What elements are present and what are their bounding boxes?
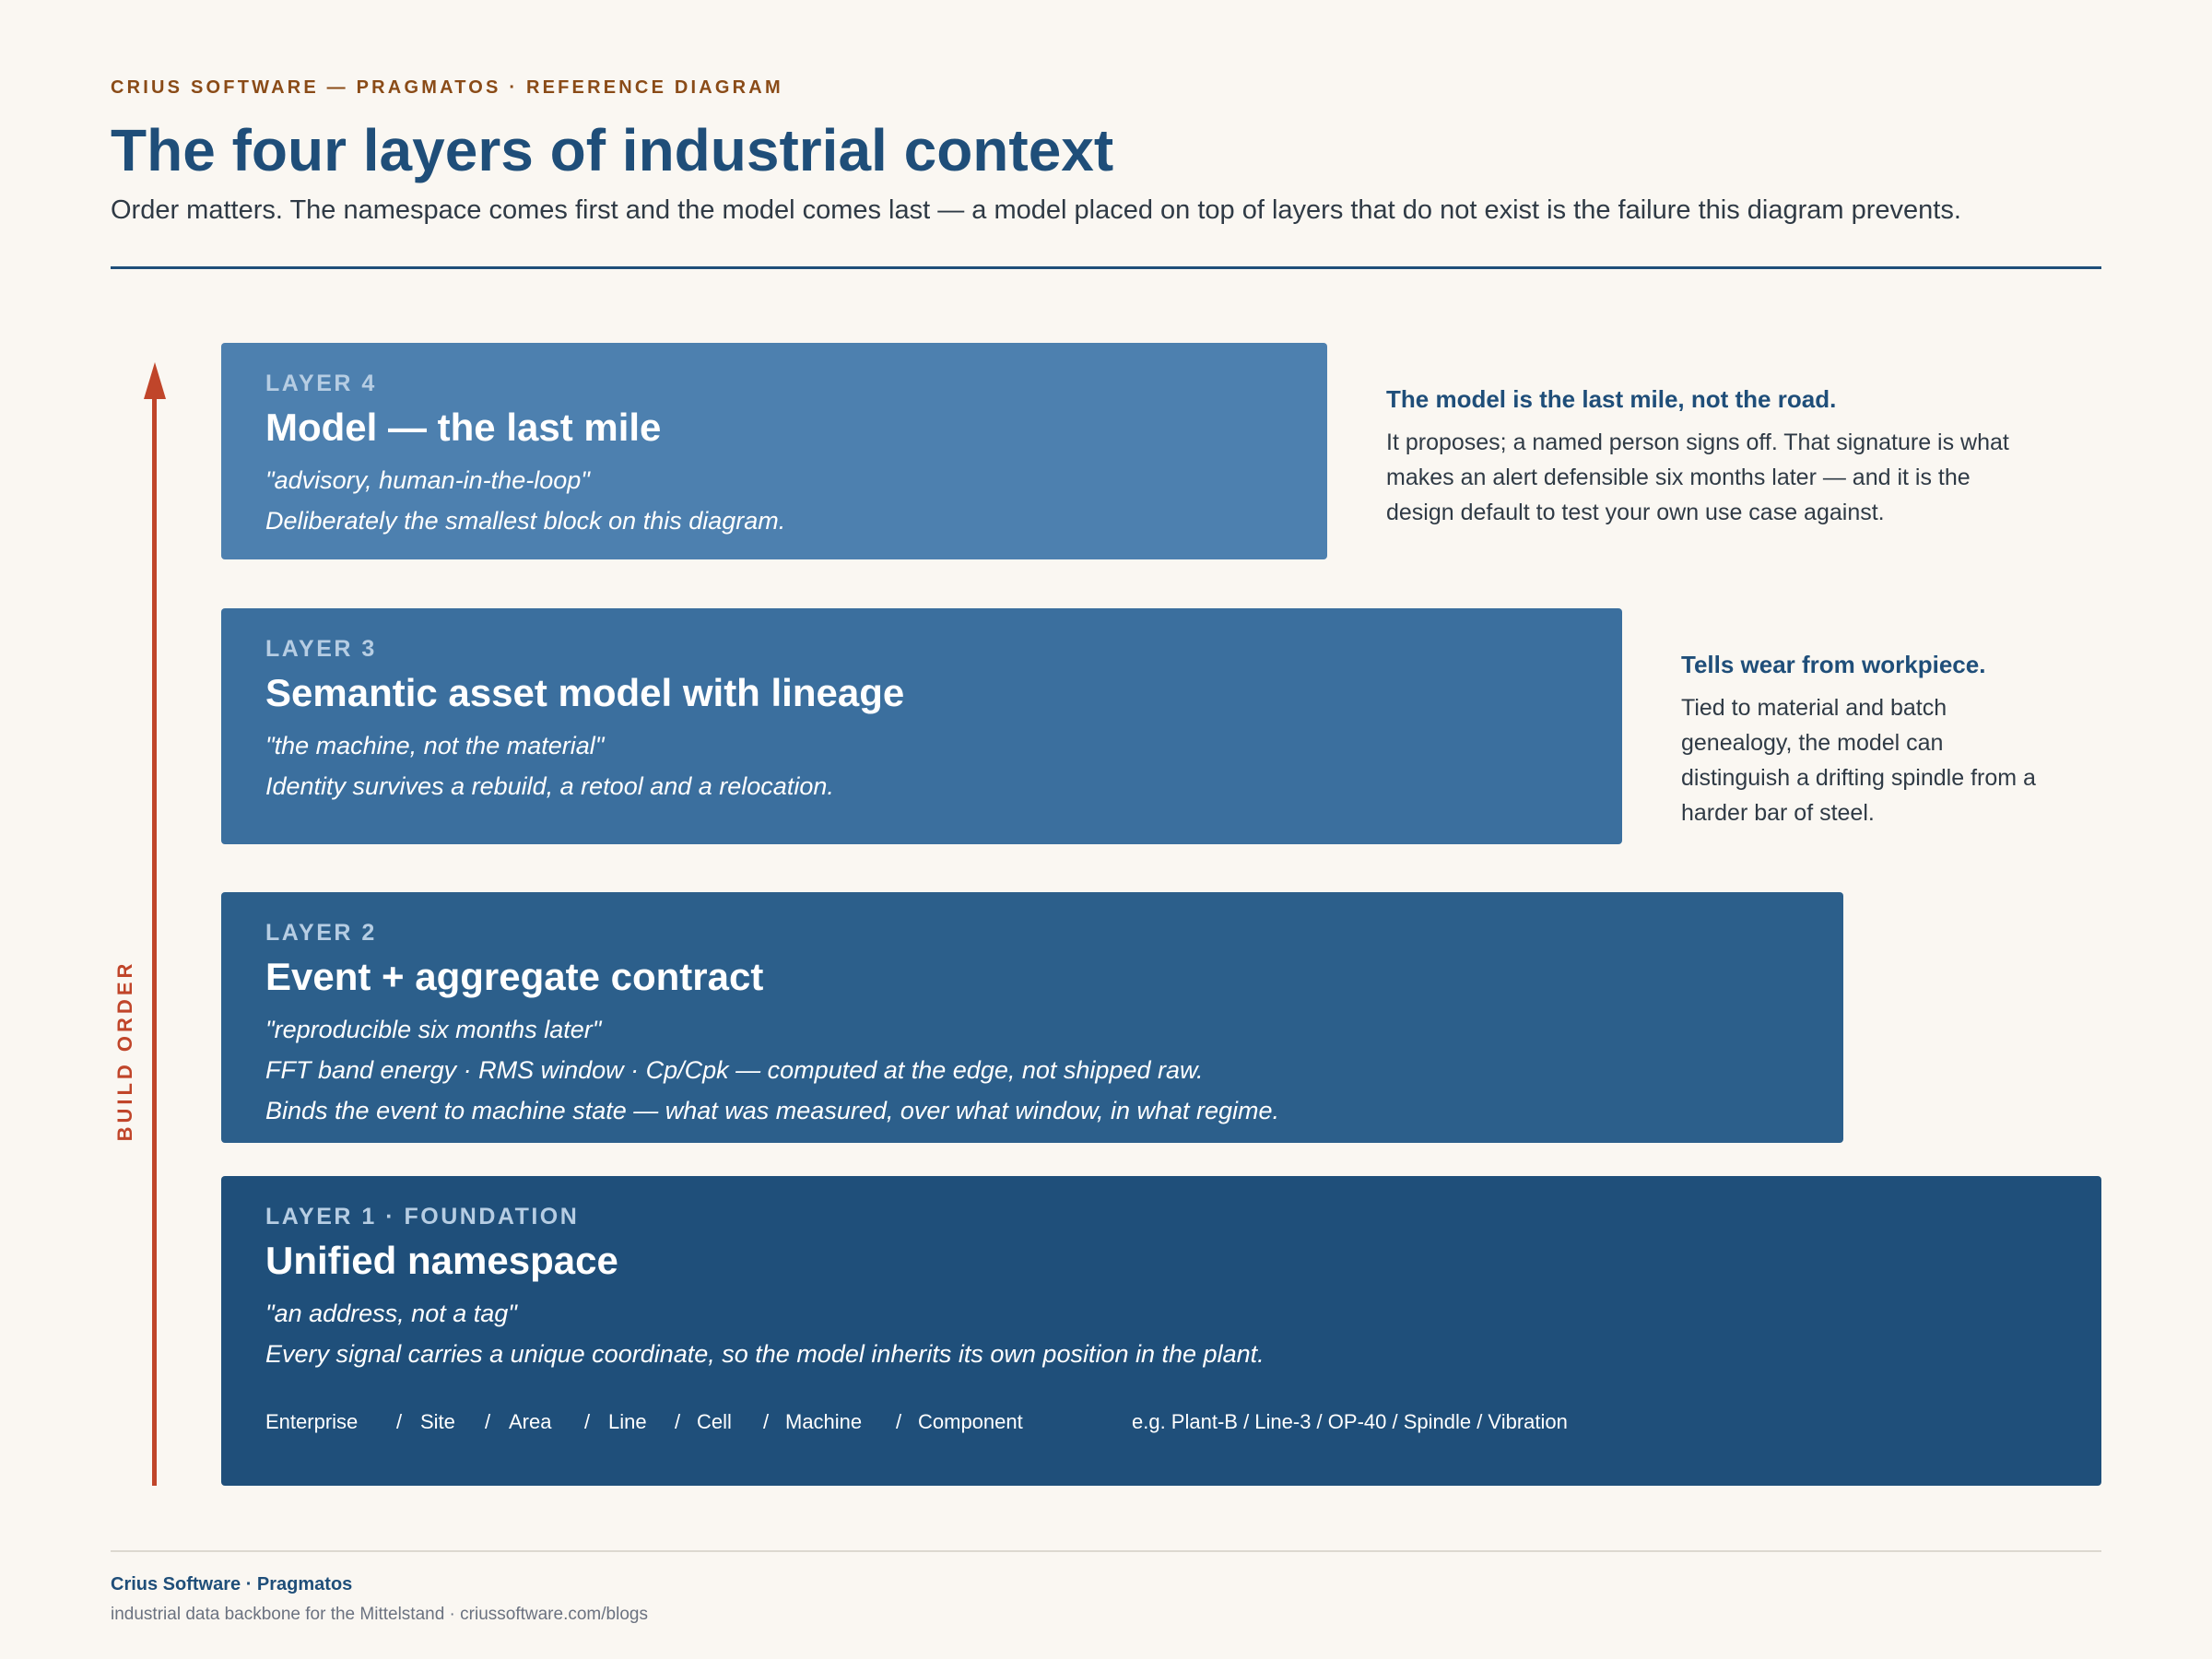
layer-3-note-title: Tells wear from workpiece.: [1681, 651, 1986, 678]
layer-4-description: Deliberately the smallest block on this diagram.: [265, 507, 786, 535]
layer-4-note: [1386, 385, 2031, 530]
layer-4-note-title: The model is the last mile, not the road.: [1386, 385, 1837, 413]
layer-3-quote: "the machine, not the material": [265, 732, 605, 759]
eyebrow: CRIUS SOFTWARE — PRAGMATOS · REFERENCE DIAGRAM: [111, 77, 783, 98]
namespace-example: e.g. Plant-B / Line-3 / OP-40 / Spindle / Vibration: [1132, 1410, 1568, 1433]
namespace-separator: /: [763, 1410, 770, 1433]
layer-2-detail: Binds the event to machine state — what was measured, over what window, in what regime.: [265, 1097, 1280, 1124]
layer-1-block: [221, 1176, 2101, 1486]
layer-1-title: Unified namespace: [265, 1239, 618, 1282]
namespace-segment: Area: [509, 1410, 552, 1433]
footer-tagline: industrial data backbone for the Mittelstand · criussoftware.com/blogs: [111, 1605, 648, 1624]
namespace-segment: Line: [608, 1410, 647, 1433]
layer-1-quote: "an address, not a tag": [265, 1300, 517, 1327]
layer-2-title: Event + aggregate contract: [265, 955, 764, 998]
layer-4-block: [221, 343, 1327, 559]
namespace-separator: /: [485, 1410, 491, 1433]
namespace-segment: Cell: [697, 1410, 732, 1433]
namespace-separator: /: [896, 1410, 902, 1433]
footer-brand: Crius Software · Pragmatos: [111, 1574, 353, 1594]
layer-2-block: [221, 892, 1843, 1143]
namespace-separator: /: [675, 1410, 681, 1433]
namespace-separator: /: [396, 1410, 403, 1433]
layer-1-label: LAYER 1 · FOUNDATION: [265, 1204, 580, 1230]
layer-2-quote: "reproducible six months later": [265, 1016, 602, 1043]
page-title: The four layers of industrial context: [111, 117, 1114, 183]
namespace-segment: Machine: [785, 1410, 863, 1433]
namespace-segment: Component: [918, 1410, 1023, 1433]
layer-3-block: [221, 608, 1622, 844]
layer-3-description: Identity survives a rebuild, a retool and a relocation.: [265, 772, 834, 800]
build-order-label: BUILD ORDER: [113, 959, 136, 1142]
layer-4-label: LAYER 4: [265, 371, 377, 396]
layer-4-note-body: It proposes; a named person signs off. That signature is what makes an alert defensible six months later — and it is the design default to test your own use case against.: [1386, 429, 2009, 525]
namespace-segment: Site: [420, 1410, 455, 1433]
layer-3-label: LAYER 3: [265, 636, 377, 662]
footer-divider: [111, 1550, 2101, 1552]
layer-2-description: FFT band energy · RMS window · Cp/Cpk — computed at the edge, not shipped raw.: [265, 1056, 1204, 1084]
layer-1-description: Every signal carries a unique coordinate, so the model inherits its own position in the plant.: [265, 1340, 1265, 1368]
page-subtitle: Order matters. The namespace comes first and the model comes last — a model placed on top of layers that do not exist is the failure this diagram prevents.: [111, 195, 1961, 225]
header-divider: [111, 266, 2101, 269]
layer-3-title: Semantic asset model with lineage: [265, 671, 905, 714]
layer-2-label: LAYER 2: [265, 920, 377, 946]
namespace-separator: /: [584, 1410, 591, 1433]
layer-4-title: Model — the last mile: [265, 406, 662, 449]
build-order-arrow: [152, 387, 157, 1486]
layer-3-note-body: Tied to material and batch genealogy, the model can distinguish a drifting spindle from a harder bar of steel.: [1681, 695, 2036, 826]
layer-4-quote: "advisory, human-in-the-loop": [265, 466, 590, 494]
namespace-segment: Enterprise: [265, 1410, 359, 1433]
layer-3-note: [1681, 651, 2050, 830]
